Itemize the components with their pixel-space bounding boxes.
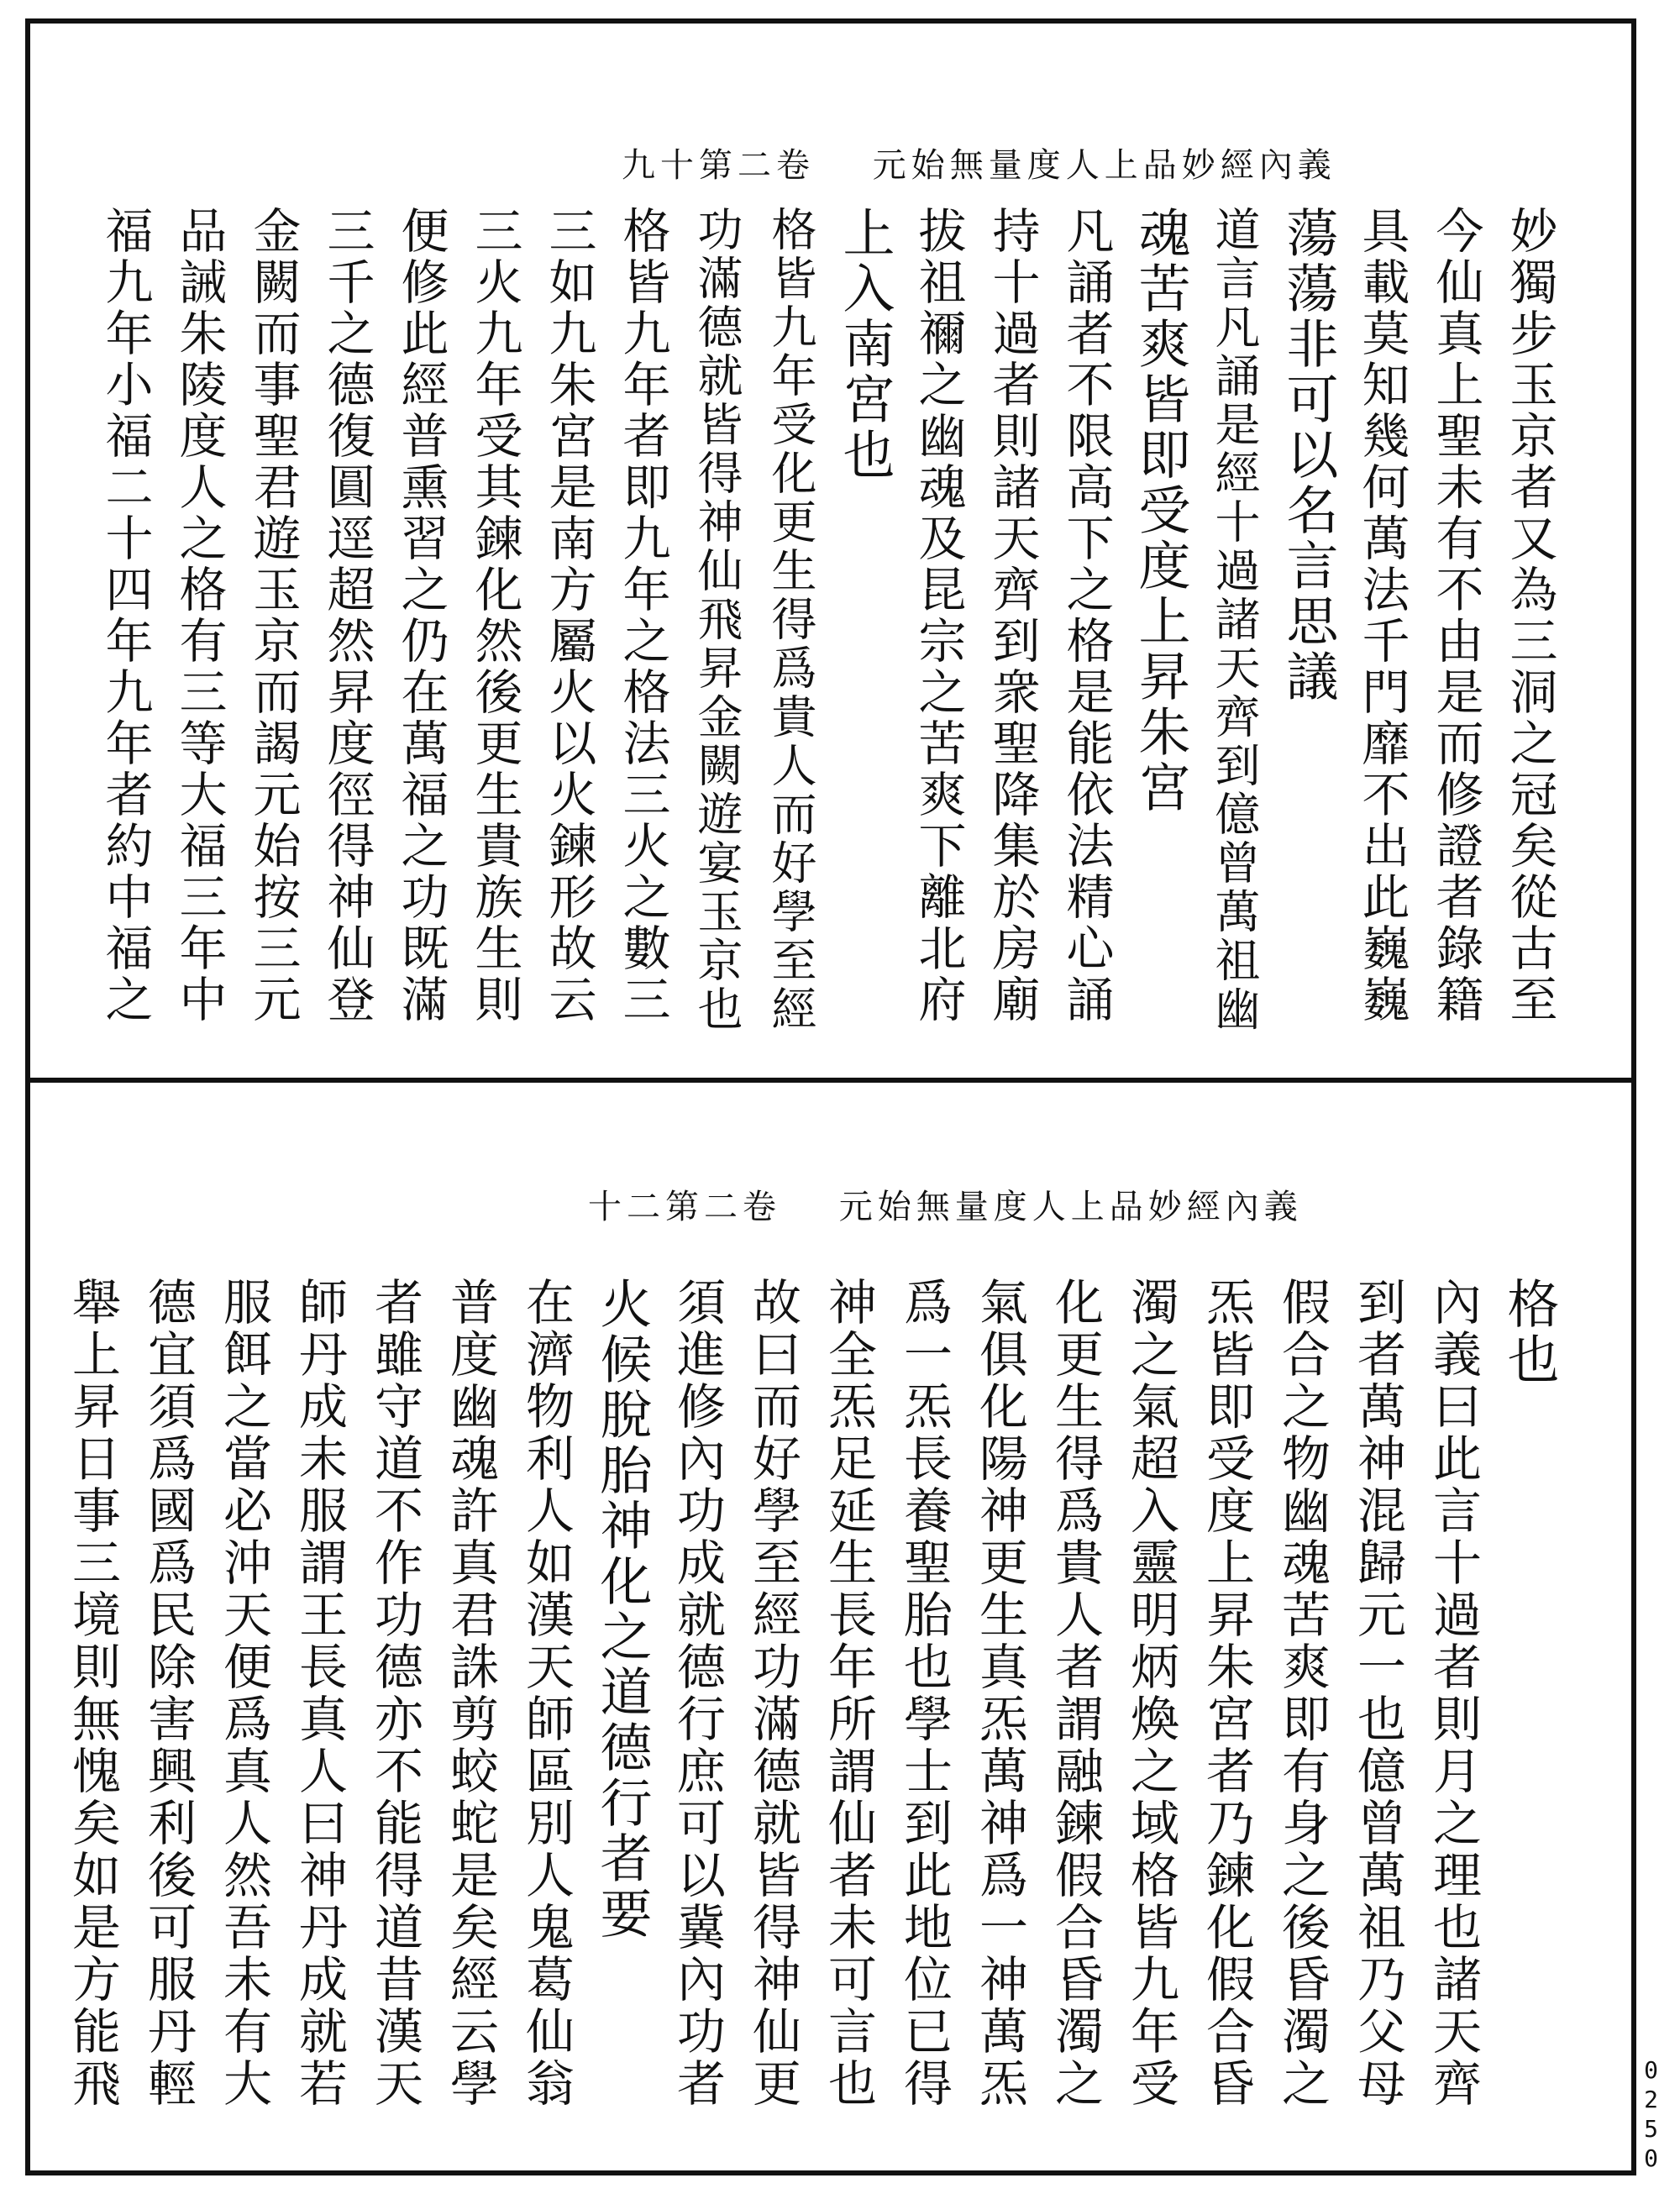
bottom-text-column: 須進修內功成就德行庶可以冀內功者 xyxy=(669,1277,726,2110)
top-text-column: 便修此經普熏習之仍在萬福之功既滿 xyxy=(393,206,449,1026)
bottom-text-column: 服餌之當必沖天便爲真人然吾未有大 xyxy=(215,1277,272,2110)
bottom-text-columns xyxy=(46,1277,1567,2117)
bottom-text-column: 師丹成未服謂王長真人曰神丹成就若 xyxy=(291,1277,348,2110)
top-text-column: 三火九年受其鍊化然後更生貴族生則 xyxy=(467,206,522,1026)
top-text-column: 凡誦者不限高下之格是能依法精心誦 xyxy=(1058,206,1114,1026)
top-text-column: 三如九朱宮是南方屬火以火鍊形故云 xyxy=(541,206,596,1026)
bottom-text-column: 普度幽魂許真君誅剪蛟蛇是矣經云學 xyxy=(442,1277,499,2110)
top-text-column: 金闕而事聖君遊玉京而謁元始按三元 xyxy=(245,206,301,1026)
top-text-column: 妙獨步玉京者又為三洞之冠矣從古至 xyxy=(1502,206,1557,1026)
panel-divider xyxy=(25,1078,1636,1083)
top-text-columns xyxy=(80,206,1567,1037)
top-text-column: 魂苦爽皆即受度上昇朱宮 xyxy=(1130,206,1191,816)
bottom-text-column: 舉上昇日事三境則無愧矣如是方能飛 xyxy=(64,1277,121,2110)
bottom-header-title: 元始無量度人上品妙經內義 xyxy=(838,1188,1303,1226)
page-number: 0250 xyxy=(1637,2056,1665,2174)
top-header-volume: 九十第二卷 xyxy=(622,146,815,185)
bottom-text-column: 德宜須爲國爲民除害興利後可服丹輕 xyxy=(139,1277,197,2110)
bottom-text-column: 濁之氣超入靈明炳煥之域格皆九年受 xyxy=(1122,1277,1179,2110)
bottom-text-column: 炁皆即受度上昇朱宮者乃鍊化假合昏 xyxy=(1198,1277,1255,2110)
top-text-column: 蕩蕩非可以名言思議 xyxy=(1278,206,1339,705)
bottom-text-column: 在濟物利人如漢天師區別人鬼葛仙翁 xyxy=(517,1277,575,2110)
bottom-text-column: 到者萬神混歸元一也億曾萬祖乃父母 xyxy=(1349,1277,1406,2110)
bottom-header-volume: 十二第二卷 xyxy=(588,1188,781,1226)
bottom-text-column: 化更生得爲貴人者謂融鍊假合昏濁之 xyxy=(1047,1277,1104,2110)
top-text-column: 持十過者則諸天齊到衆聖降集於房廟 xyxy=(984,206,1040,1026)
bottom-running-header xyxy=(588,1180,1303,1228)
bottom-text-column: 格也 xyxy=(1499,1277,1560,1388)
top-text-column: 拔祖禰之幽魂及昆宗之苦爽下離北府 xyxy=(911,206,966,1026)
top-text-column: 上入南宮也 xyxy=(834,206,895,483)
top-text-column: 福九年小福二十四年九年者約中福之 xyxy=(97,206,153,1026)
bottom-text-column: 火候脫胎神化之道德行者要 xyxy=(591,1277,653,1942)
bottom-text-column: 氣俱化陽神更生真炁萬神爲一神萬炁 xyxy=(971,1277,1028,2110)
top-running-header xyxy=(622,139,1336,186)
top-text-column: 三千之德復圓逕超然昇度徑得神仙登 xyxy=(319,206,375,1026)
top-header-title: 元始無量度人上品妙經內義 xyxy=(872,146,1336,185)
bottom-text-column: 爲一炁長養聖胎也學士到此地位已得 xyxy=(895,1277,953,2110)
bottom-text-column: 神全炁足延生長年所謂仙者未可言也 xyxy=(820,1277,877,2110)
bottom-text-column: 故曰而好學至經功滿德就皆得神仙更 xyxy=(744,1277,801,2110)
top-text-column: 品誡朱陵度人之格有三等大福三年中 xyxy=(171,206,227,1026)
top-text-column: 格皆九年受化更生得爲貴人而好學至經 xyxy=(764,206,817,1034)
top-text-column: 功滿德就皆得神仙飛昇金闕遊宴玉京也 xyxy=(690,206,743,1034)
top-text-column: 具載莫知幾何萬法千門靡不出此巍巍 xyxy=(1354,206,1410,1026)
top-text-column: 道言凡誦是經十過諸天齊到億曾萬祖幽 xyxy=(1208,206,1261,1034)
top-text-column: 格皆九年者即九年之格法三火之數三 xyxy=(615,206,670,1026)
top-text-column: 今仙真上聖未有不由是而修證者錄籍 xyxy=(1428,206,1483,1026)
bottom-text-column: 內義曰此言十過者則月之理也諸天齊 xyxy=(1425,1277,1482,2110)
bottom-text-column: 者雖守道不作功德亦不能得道昔漢天 xyxy=(366,1277,423,2110)
bottom-text-column: 假合之物幽魂苦爽即有身之後昏濁之 xyxy=(1273,1277,1331,2110)
